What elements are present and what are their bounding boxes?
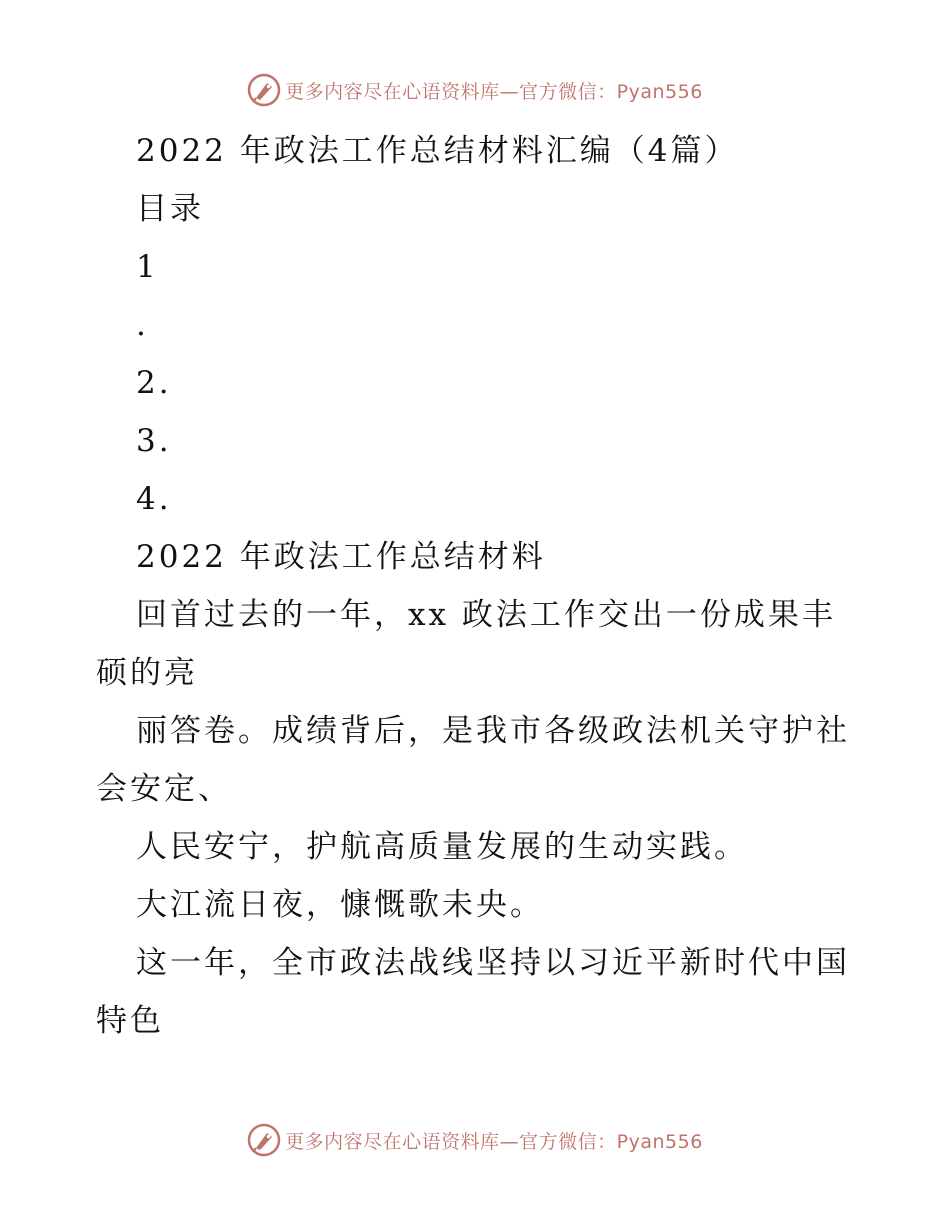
pen-nib-logo-icon: [247, 1123, 281, 1157]
toc-item-3: 3.: [136, 423, 172, 459]
toc-item-1-dot: .: [136, 307, 149, 343]
toc-item-1: 1: [136, 249, 159, 285]
paragraph-line: 特色: [96, 1003, 164, 1039]
paragraph-line: 会安定、: [96, 771, 232, 807]
toc-item-4: 4.: [136, 481, 172, 517]
section-heading: 2022 年政法工作总结材料: [136, 539, 546, 575]
toc-heading: 目录: [136, 191, 204, 227]
footer-banner: [0, 1120, 950, 1160]
paragraph-line: 丽答卷。成绩背后，是我市各级政法机关守护社: [136, 713, 850, 749]
header-banner: [0, 70, 950, 110]
paragraph-line: 回首过去的一年，xx 政法工作交出一份成果丰: [136, 597, 836, 633]
footer-banner-text: 更多内容尽在心语资料库—官方微信：Pyan556: [285, 1130, 703, 1153]
paragraph-line: 人民安宁，护航高质量发展的生动实践。: [136, 829, 748, 865]
document-title: 2022 年政法工作总结材料汇编（4篇）: [136, 133, 739, 169]
paragraph-line: 这一年，全市政法战线坚持以习近平新时代中国: [136, 945, 850, 981]
document-body: [96, 122, 866, 1050]
pen-nib-logo-icon: [247, 73, 281, 107]
paragraph-line: 硕的亮: [96, 655, 198, 691]
paragraph-line: 大江流日夜，慷慨歌未央。: [136, 887, 544, 923]
toc-item-2: 2.: [136, 365, 172, 401]
header-banner-text: 更多内容尽在心语资料库—官方微信：Pyan556: [285, 80, 703, 103]
